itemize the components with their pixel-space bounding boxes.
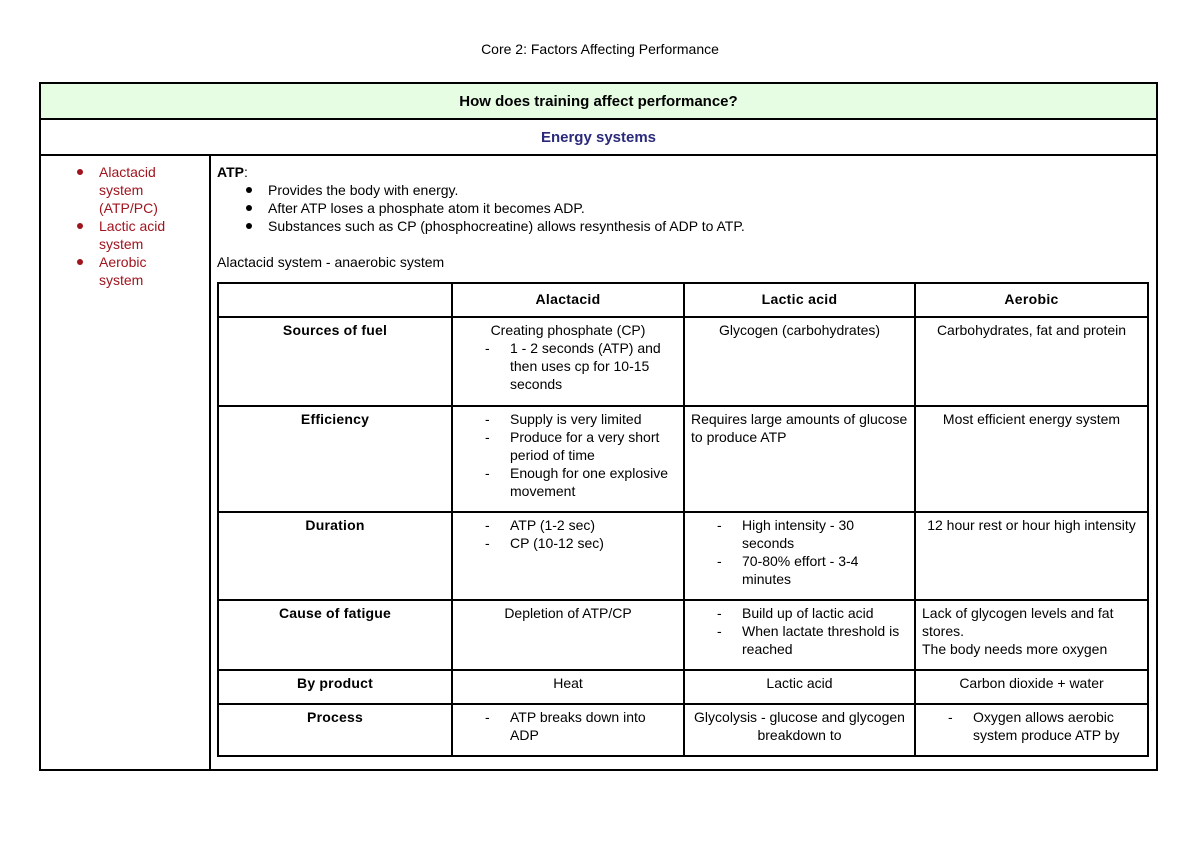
table-header-row xyxy=(218,283,1148,317)
cell-line: The body needs more oxygen xyxy=(922,641,1108,657)
list-item xyxy=(217,181,1156,199)
dash-list xyxy=(459,516,677,552)
list-item-label: Lactic acid system xyxy=(99,218,166,252)
row-header: Efficiency xyxy=(218,406,452,512)
energy-comparison-table xyxy=(217,282,1149,757)
list-item: - CP (10-12 sec) xyxy=(459,534,677,552)
table-cell xyxy=(915,704,1148,756)
list-item: - 1 - 2 seconds (ATP) and then uses cp for 10-15 seconds xyxy=(459,339,677,393)
list-item: - ATP (1-2 sec) xyxy=(459,516,677,534)
list-item-label: Aerobic system xyxy=(99,254,147,288)
row-header: Duration xyxy=(218,512,452,600)
content-row xyxy=(41,156,1156,769)
table-row xyxy=(218,317,1148,406)
table-cell xyxy=(452,704,684,756)
list-item-label: Alactacid system (ATP/PC) xyxy=(99,164,158,216)
table-cell xyxy=(684,512,915,600)
atp-heading-colon: : xyxy=(243,164,248,180)
table-cell: Carbohydrates, fat and protein xyxy=(915,317,1148,406)
column-header: Lactic acid xyxy=(684,283,915,317)
table-cell: Most efficient energy system xyxy=(915,406,1148,512)
row-header: Sources of fuel xyxy=(218,317,452,406)
section-subtitle: Energy systems xyxy=(41,120,1156,156)
column-header: Aerobic xyxy=(915,283,1148,317)
table-cell: Heat xyxy=(452,670,684,704)
table-cell: Glycolysis - glucose and glycogen breakdown to xyxy=(684,704,915,756)
table-row xyxy=(218,406,1148,512)
table-cell: Lactic acid xyxy=(684,670,915,704)
table-row xyxy=(218,512,1148,600)
atp-point-text: Substances such as CP (phosphocreatine) allows resynthesis of ADP to ATP. xyxy=(268,218,745,234)
dash-list xyxy=(691,604,908,658)
list-item: - 70-80% effort - 3-4 minutes xyxy=(691,552,908,588)
table-cell: Carbon dioxide + water xyxy=(915,670,1148,704)
table-cell: Requires large amounts of glucose to produce ATP xyxy=(684,406,915,512)
list-item: - Supply is very limited xyxy=(459,410,677,428)
bullet-icon xyxy=(77,223,83,229)
page-title: How does training affect performance? xyxy=(41,84,1156,120)
list-item: - Oxygen allows aerobic system produce ATP by xyxy=(922,708,1141,744)
dash-list xyxy=(459,410,677,500)
table-row xyxy=(218,670,1148,704)
table-cell: Glycogen (carbohydrates) xyxy=(684,317,915,406)
table-row xyxy=(218,600,1148,670)
list-item: - When lactate threshold is reached xyxy=(691,622,908,658)
table-cell xyxy=(452,512,684,600)
row-header: Cause of fatigue xyxy=(218,600,452,670)
bullet-icon xyxy=(246,187,252,193)
list-item xyxy=(41,217,169,253)
table-row xyxy=(218,704,1148,756)
table-cell xyxy=(452,317,684,406)
dash-list xyxy=(922,708,1141,744)
cell-line: Lack of glycogen levels and fat stores. xyxy=(922,605,1114,639)
table-cell: Depletion of ATP/CP xyxy=(452,600,684,670)
list-item xyxy=(41,253,169,289)
dash-list xyxy=(459,339,677,393)
energy-systems-table-frame xyxy=(39,82,1158,771)
row-header: By product xyxy=(218,670,452,704)
energy-system-list xyxy=(41,163,209,289)
table-cell xyxy=(452,406,684,512)
column-header xyxy=(218,283,452,317)
list-item: - Build up of lactic acid xyxy=(691,604,908,622)
atp-point-text: After ATP loses a phosphate atom it becomes ADP. xyxy=(268,200,585,216)
atp-points xyxy=(217,181,1156,235)
table-cell xyxy=(915,600,1148,670)
atp-point-text: Provides the body with energy. xyxy=(268,182,459,198)
list-item: - ATP breaks down into ADP xyxy=(459,708,677,744)
dash-list xyxy=(691,516,908,588)
intro-text: Alactacid system - anaerobic system xyxy=(217,254,445,270)
list-item: - Produce for a very short period of time xyxy=(459,428,677,464)
list-item xyxy=(217,199,1156,217)
list-item xyxy=(217,217,1156,235)
energy-system-list-column xyxy=(41,156,211,769)
cell-text: Creating phosphate (CP) xyxy=(490,322,646,338)
dash-list xyxy=(459,708,677,744)
list-item: - Enough for one explosive movement xyxy=(459,464,677,500)
bullet-icon xyxy=(77,259,83,265)
column-header: Alactacid xyxy=(452,283,684,317)
atp-heading-line xyxy=(217,163,1156,181)
bullet-icon xyxy=(246,205,252,211)
bullet-icon xyxy=(77,169,83,175)
row-header: Process xyxy=(218,704,452,756)
atp-details-column xyxy=(211,156,1156,769)
table-cell: 12 hour rest or hour high intensity xyxy=(915,512,1148,600)
table-cell xyxy=(684,600,915,670)
list-item xyxy=(41,163,169,217)
atp-heading: ATP xyxy=(217,164,244,180)
bullet-icon xyxy=(246,223,252,229)
list-item: - High intensity - 30 seconds xyxy=(691,516,908,552)
page-header: Core 2: Factors Affecting Performance xyxy=(481,41,719,57)
